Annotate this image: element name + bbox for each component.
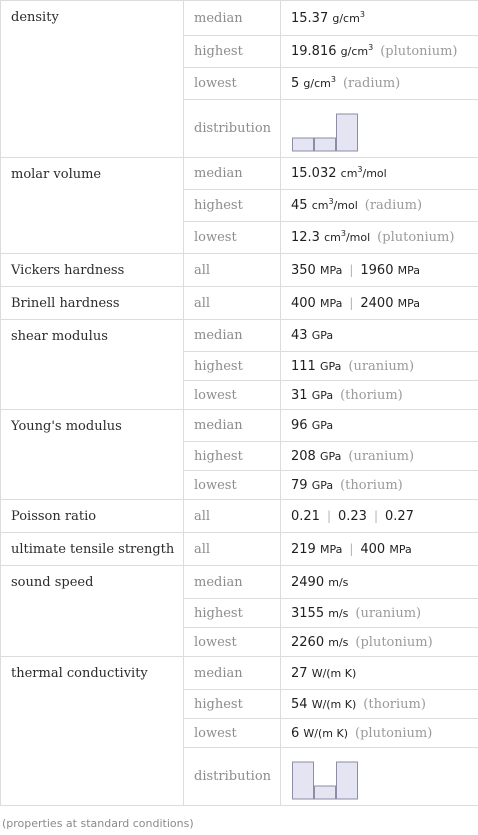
thermal-conductivity-median-unit-text: W/(m K) xyxy=(311,666,357,680)
young-s-modulus-lowest-unit xyxy=(312,479,333,492)
row-poisson-ratio-all xyxy=(1,500,478,533)
value-cell xyxy=(281,599,478,628)
vickers-hardness-all-unit: MPa xyxy=(319,263,343,277)
density-median-unit xyxy=(332,9,365,25)
density-highest-unit xyxy=(341,45,374,58)
young-s-modulus-lowest-unit-text: GPa xyxy=(311,478,334,492)
stat-label: lowest xyxy=(184,381,281,410)
molar-volume-lowest-note: (plutonium) xyxy=(377,230,455,245)
poisson-ratio-all-value: 0.23 xyxy=(338,508,367,524)
molar-volume-highest-unit-suffix: /mol xyxy=(333,199,358,212)
row-molar-volume-median xyxy=(1,158,478,190)
shear-modulus-lowest-unit-text: GPa xyxy=(311,388,334,402)
separator: | xyxy=(349,541,354,556)
young-s-modulus-highest-unit-text: GPa xyxy=(319,449,342,463)
properties-table-body xyxy=(1,1,478,806)
stat-label: lowest xyxy=(184,471,281,500)
young-s-modulus-median-unit-text: GPa xyxy=(311,419,334,432)
young-s-modulus-lowest-value: 79 xyxy=(291,477,308,493)
separator: | xyxy=(326,508,331,523)
shear-modulus-lowest-value: 31 xyxy=(291,387,308,403)
poisson-ratio-all-value: 0.27 xyxy=(385,508,414,524)
shear-modulus-median-unit-text: GPa xyxy=(311,329,334,342)
stat-label: highest xyxy=(184,442,281,471)
density-lowest-unit-text: g/cm xyxy=(303,77,331,90)
thermal-conductivity-highest-note: (thorium) xyxy=(363,696,426,712)
shear-modulus-lowest-note: (thorium) xyxy=(340,387,403,403)
value-cell xyxy=(281,68,478,100)
value-cell xyxy=(281,158,478,190)
value-cell xyxy=(281,287,478,320)
sound-speed-highest-unit-text: m/s xyxy=(328,606,349,620)
molar-volume-lowest-unit-exponent: 3 xyxy=(340,229,346,238)
density-distribution-histogram xyxy=(291,105,359,153)
row-brinell-hardness-all xyxy=(1,287,478,320)
value-cell xyxy=(281,190,478,222)
vickers-hardness-all-value: 350 xyxy=(291,262,316,278)
sound-speed-highest-note: (uranium) xyxy=(355,605,422,621)
molar-volume-highest-unit-exponent: 3 xyxy=(328,197,334,206)
density-highest-value: 19.816 xyxy=(291,44,337,59)
thermal-conductivity-highest-unit xyxy=(312,698,357,711)
ultimate-tensile-strength-all-unit: MPa xyxy=(319,542,343,556)
property-name-poisson-ratio: Poisson ratio xyxy=(1,500,184,533)
stat-label: median xyxy=(184,320,281,352)
young-s-modulus-lowest-note: (thorium) xyxy=(340,477,403,493)
young-s-modulus-highest-value: 208 xyxy=(291,448,316,464)
molar-volume-median-unit xyxy=(341,167,387,180)
sound-speed-lowest-note: (plutonium) xyxy=(355,634,433,650)
thermal-conductivity-lowest-unit xyxy=(303,727,348,740)
thermal-conductivity-distribution-histogram-bar xyxy=(337,762,358,799)
value-cell xyxy=(281,320,478,352)
shear-modulus-highest-value: 111 xyxy=(291,358,316,374)
molar-volume-highest-value: 45 xyxy=(291,198,308,213)
property-name-shear-modulus: shear modulus xyxy=(1,320,184,410)
brinell-hardness-all-value: 400 xyxy=(291,295,316,311)
value-cell xyxy=(281,100,478,158)
stat-label: all xyxy=(184,533,281,566)
sound-speed-lowest-value: 2260 xyxy=(291,634,325,650)
molar-volume-lowest-unit-text: cm xyxy=(324,231,341,244)
sound-speed-lowest-unit-text: m/s xyxy=(328,635,349,649)
value-cell xyxy=(281,500,478,533)
brinell-hardness-all-unit: MPa xyxy=(397,296,420,310)
density-lowest-value: 5 xyxy=(291,76,300,91)
row-ultimate-tensile-strength-all xyxy=(1,533,478,566)
value-cell xyxy=(281,533,478,566)
stat-label: median xyxy=(184,1,281,36)
row-thermal-conductivity-median xyxy=(1,657,478,690)
thermal-conductivity-distribution-histogram-bar xyxy=(293,762,314,799)
thermal-conductivity-distribution-histogram-bar xyxy=(315,786,336,799)
stat-label: lowest xyxy=(184,222,281,254)
property-name-young-s-modulus: Young's modulus xyxy=(1,410,184,500)
row-sound-speed-median xyxy=(1,566,478,599)
property-name-density: density xyxy=(1,1,184,158)
property-name-vickers-hardness: Vickers hardness xyxy=(1,254,184,287)
molar-volume-median-unit-exponent: 3 xyxy=(357,165,363,174)
stat-label: distribution xyxy=(184,100,281,158)
shear-modulus-lowest-unit xyxy=(312,389,333,402)
value-cell xyxy=(281,442,478,471)
stat-label: distribution xyxy=(184,748,281,806)
density-distribution-histogram-bar xyxy=(293,138,314,151)
value-cell xyxy=(281,381,478,410)
separator: | xyxy=(349,262,354,277)
shear-modulus-highest-note: (uranium) xyxy=(348,358,415,374)
shear-modulus-median-unit xyxy=(312,329,333,342)
value-cell xyxy=(281,566,478,599)
ultimate-tensile-strength-all-value: 400 xyxy=(360,541,386,557)
brinell-hardness-all-value: 2400 xyxy=(360,295,394,311)
stat-label: all xyxy=(184,500,281,533)
density-distribution-histogram-bar xyxy=(337,114,358,151)
value-cell xyxy=(281,471,478,500)
stat-label: all xyxy=(184,254,281,287)
molar-volume-highest-unit-text: cm xyxy=(311,199,329,212)
separator: | xyxy=(373,508,378,523)
thermal-conductivity-lowest-unit-text: W/(m K) xyxy=(303,726,349,740)
row-shear-modulus-median xyxy=(1,320,478,352)
stat-label: lowest xyxy=(184,68,281,100)
stat-label: median xyxy=(184,657,281,690)
thermal-conductivity-highest-value: 54 xyxy=(291,696,308,712)
sound-speed-highest-unit xyxy=(328,607,348,620)
shear-modulus-highest-unit xyxy=(320,360,341,373)
molar-volume-lowest-value: 12.3 xyxy=(291,230,320,245)
stat-label: highest xyxy=(184,690,281,719)
density-highest-unit-exponent: 3 xyxy=(368,43,374,52)
shear-modulus-highest-unit-text: GPa xyxy=(319,359,342,373)
thermal-conductivity-lowest-value: 6 xyxy=(291,725,300,741)
property-name-ultimate-tensile-strength: ultimate tensile strength xyxy=(1,533,184,566)
value-cell xyxy=(281,352,478,381)
footer-note: (properties at standard conditions) xyxy=(2,817,194,830)
value-cell xyxy=(281,36,478,68)
density-median-value: 15.37 xyxy=(291,10,329,26)
sound-speed-lowest-unit xyxy=(328,636,348,649)
density-highest-note: (plutonium) xyxy=(380,44,458,59)
ultimate-tensile-strength-all-unit: MPa xyxy=(389,542,412,556)
value-cell xyxy=(281,748,478,806)
molar-volume-lowest-unit-suffix: /mol xyxy=(345,231,371,244)
row-young-s-modulus-median xyxy=(1,410,478,442)
stat-label: lowest xyxy=(184,628,281,657)
brinell-hardness-all-unit: MPa xyxy=(319,296,343,310)
property-name-thermal-conductivity: thermal conductivity xyxy=(1,657,184,806)
poisson-ratio-all-value: 0.21 xyxy=(291,508,320,524)
stat-label: highest xyxy=(184,352,281,381)
stat-label: highest xyxy=(184,190,281,222)
vickers-hardness-all-value: 1960 xyxy=(360,262,394,278)
sound-speed-median-value: 2490 xyxy=(291,574,325,590)
value-cell xyxy=(281,690,478,719)
density-median-unit-text: g/cm xyxy=(332,11,360,25)
molar-volume-highest-unit xyxy=(312,199,358,212)
density-highest-unit-text: g/cm xyxy=(340,45,369,58)
stat-label: median xyxy=(184,410,281,442)
value-cell xyxy=(281,1,478,36)
molar-volume-median-value: 15.032 xyxy=(291,166,337,181)
sound-speed-median-unit xyxy=(328,576,348,589)
row-density-median xyxy=(1,1,478,36)
thermal-conductivity-highest-unit-text: W/(m K) xyxy=(311,697,357,711)
density-lowest-note: (radium) xyxy=(342,76,401,91)
stat-label: median xyxy=(184,566,281,599)
thermal-conductivity-median-unit xyxy=(312,667,357,680)
young-s-modulus-median-value: 96 xyxy=(291,418,308,433)
value-cell xyxy=(281,628,478,657)
young-s-modulus-median-unit xyxy=(312,419,333,432)
density-lowest-unit xyxy=(303,77,336,90)
stat-label: highest xyxy=(184,36,281,68)
density-distribution-histogram-bar xyxy=(315,138,336,151)
thermal-conductivity-median-value: 27 xyxy=(291,665,308,681)
property-name-molar-volume: molar volume xyxy=(1,158,184,254)
molar-volume-highest-note: (radium) xyxy=(364,198,423,213)
sound-speed-highest-value: 3155 xyxy=(291,605,325,621)
value-cell xyxy=(281,410,478,442)
young-s-modulus-highest-unit xyxy=(320,450,341,463)
vickers-hardness-all-unit: MPa xyxy=(397,263,420,277)
shear-modulus-median-value: 43 xyxy=(291,328,308,343)
molar-volume-lowest-unit xyxy=(324,231,370,244)
sound-speed-median-unit-text: m/s xyxy=(328,575,349,589)
property-name-brinell-hardness: Brinell hardness xyxy=(1,287,184,320)
separator: | xyxy=(349,295,354,310)
row-vickers-hardness-all xyxy=(1,254,478,287)
stat-label: median xyxy=(184,158,281,190)
density-median-unit-exponent: 3 xyxy=(359,9,365,19)
property-name-sound-speed: sound speed xyxy=(1,566,184,657)
value-cell xyxy=(281,254,478,287)
thermal-conductivity-lowest-note: (plutonium) xyxy=(355,725,433,741)
molar-volume-median-unit-text: cm xyxy=(340,167,358,180)
stat-label: all xyxy=(184,287,281,320)
value-cell xyxy=(281,222,478,254)
value-cell xyxy=(281,719,478,748)
stat-label: highest xyxy=(184,599,281,628)
young-s-modulus-highest-note: (uranium) xyxy=(348,448,415,464)
molar-volume-median-unit-suffix: /mol xyxy=(362,167,387,180)
value-cell xyxy=(281,657,478,690)
ultimate-tensile-strength-all-value: 219 xyxy=(291,541,316,557)
density-lowest-unit-exponent: 3 xyxy=(330,75,336,84)
thermal-conductivity-distribution-histogram xyxy=(291,753,359,801)
stat-label: lowest xyxy=(184,719,281,748)
